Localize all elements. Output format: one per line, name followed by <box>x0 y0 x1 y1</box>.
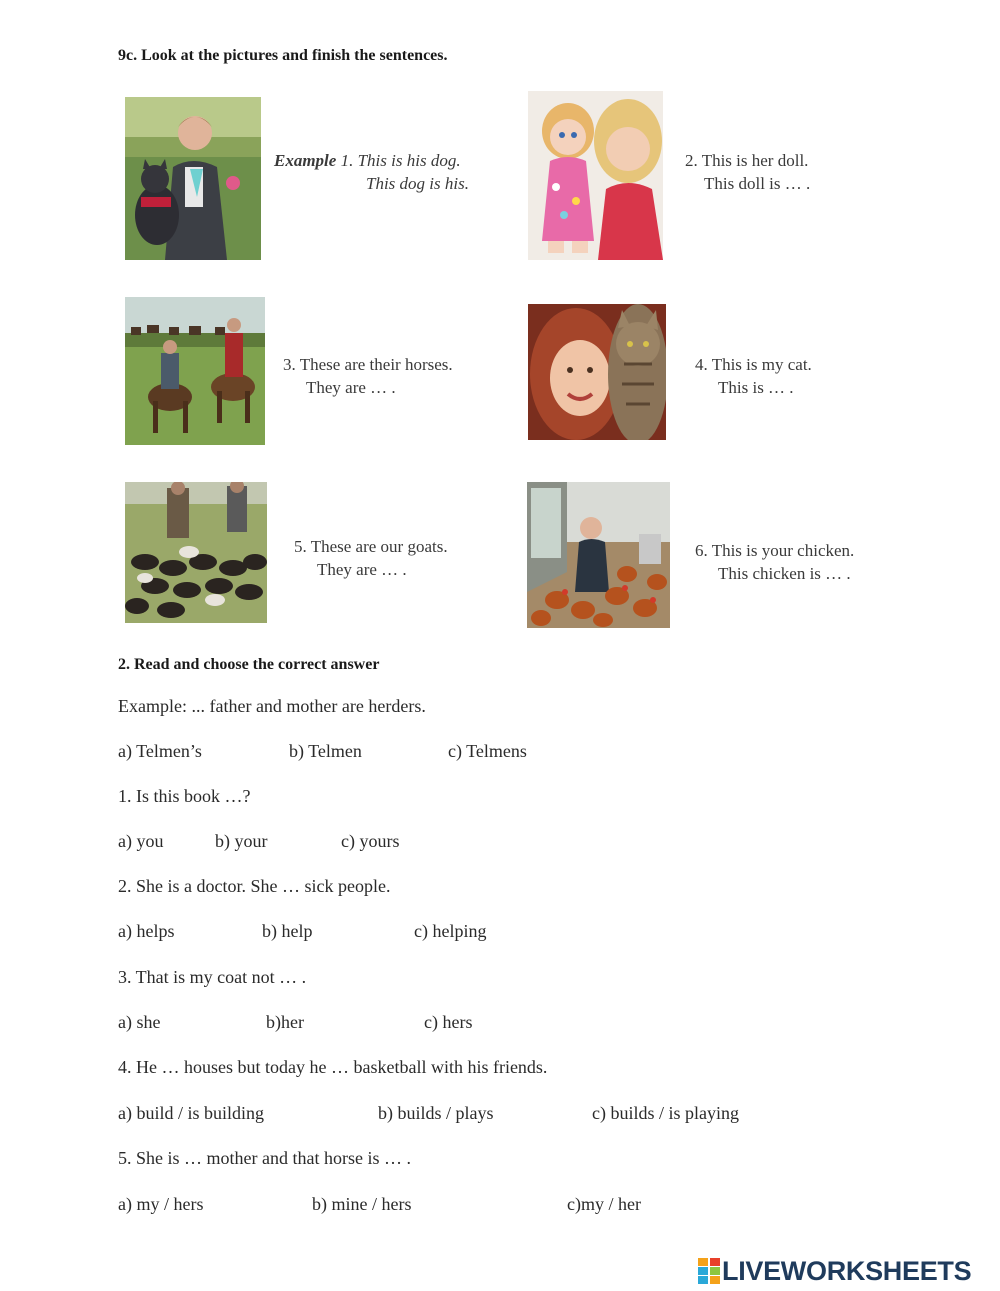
question-2: 2. She is a doctor. She … sick people. <box>118 876 391 896</box>
liveworksheets-logo-text: LIVEWORKSHEETS <box>722 1255 972 1286</box>
section2-heading: 2. Read and choose the correct answer <box>118 656 380 673</box>
example-option-a[interactable]: a) Telmen’s <box>118 741 202 761</box>
photo-goats <box>125 482 267 623</box>
caption-5: 5. These are our goats. They are … . <box>294 537 448 579</box>
section1-heading: 9c. Look at the pictures and finish the sentences. <box>118 47 448 64</box>
q4-option-a[interactable]: a) build / is building <box>118 1103 264 1123</box>
q2-option-a[interactable]: a) helps <box>118 921 175 941</box>
liveworksheets-logo-icon <box>698 1258 720 1284</box>
q5-option-a[interactable]: a) my / hers <box>118 1194 204 1214</box>
q1-option-c[interactable]: c) yours <box>341 831 400 851</box>
photo-horses <box>125 297 265 445</box>
caption-1: Example 1. This is his dog. This dog is his. <box>274 151 469 193</box>
q3-option-c[interactable]: c) hers <box>424 1012 473 1032</box>
example-label: Example <box>274 151 337 170</box>
caption-3: 3. These are their horses. They are … . <box>283 355 453 397</box>
q3-option-b[interactable]: b)her <box>266 1012 304 1032</box>
q5-option-c[interactable]: c)my / her <box>567 1194 641 1214</box>
question-3: 3. That is my coat not … . <box>118 967 307 987</box>
example-option-c[interactable]: c) Telmens <box>448 741 527 761</box>
example-option-b[interactable]: b) Telmen <box>289 741 362 761</box>
caption-4: 4. This is my cat. This is … . <box>695 355 812 397</box>
photo-woman-with-cat <box>528 304 666 440</box>
q1-option-b[interactable]: b) your <box>215 831 268 851</box>
caption-2: 2. This is her doll. This doll is … . <box>685 151 811 193</box>
liveworksheets-logo <box>698 1256 971 1286</box>
q2-option-c[interactable]: c) helping <box>414 921 487 941</box>
question-1: 1. Is this book …? <box>118 786 251 806</box>
q4-option-c[interactable]: c) builds / is playing <box>592 1103 739 1123</box>
question-5: 5. She is … mother and that horse is … . <box>118 1148 411 1168</box>
q1-option-a[interactable]: a) you <box>118 831 164 851</box>
q4-option-b[interactable]: b) builds / plays <box>378 1103 494 1123</box>
photo-man-with-chickens <box>527 482 670 628</box>
example-question: Example: ... father and mother are herders. <box>118 696 426 716</box>
photo-girl-with-doll <box>528 91 663 260</box>
q5-option-b[interactable]: b) mine / hers <box>312 1194 412 1214</box>
question-4: 4. He … houses but today he … basketball with his friends. <box>118 1057 548 1077</box>
caption-6: 6. This is your chicken. This chicken is … . <box>695 541 855 583</box>
q2-option-b[interactable]: b) help <box>262 921 313 941</box>
photo-man-with-dog <box>125 97 261 260</box>
q3-option-a[interactable]: a) she <box>118 1012 161 1032</box>
